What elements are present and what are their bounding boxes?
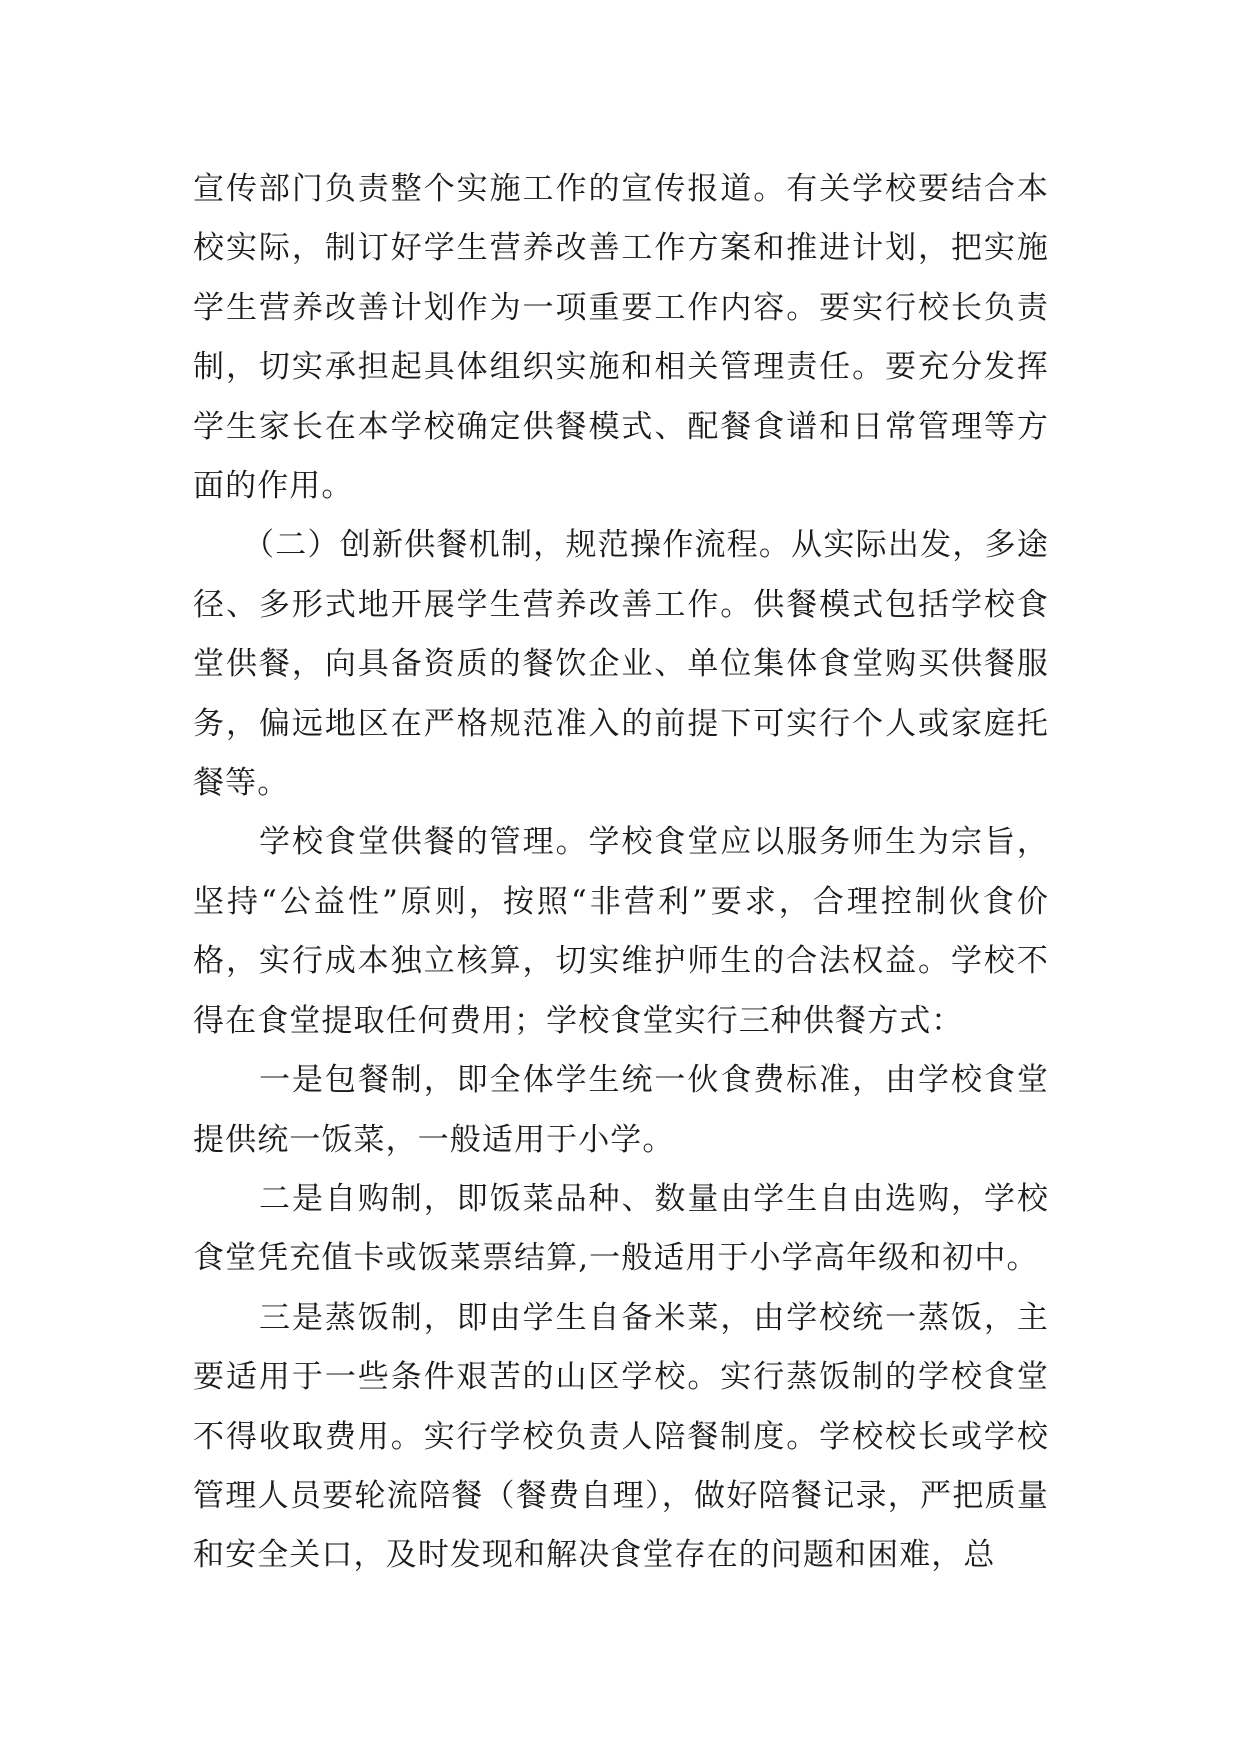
paragraph-package-meal: 一是包餐制，即全体学生统一伙食费标准，由学校食堂提供统一饭菜，一般适用于小学。 — [193, 1062, 1049, 1158]
paragraph-steamed-rice: 三是蒸饭制，即由学生自备米菜，由学校统一蒸饭，主要适用于一些条件艰苦的山区学校。实行蒸饭制的学校食堂不得收取费用。实行学校负责人陪餐制度。学校校长或学校管理人员要轮流陪餐（餐费自理），做好陪餐记录，严把质量和安全关口，及时发现和解决食堂存在的问题和困难，总 — [193, 1299, 1049, 1574]
paragraph-publicity: 宣传部门负责整个实施工作的宣传报道。有关学校要结合本校实际，制订好学生营养改善工作方案和推进计划，把实施学生营养改善计划作为一项重要工作内容。要实行校长负责制，切实承担起具体组织实施和相关管理责任。要充分发挥学生家长在本学校确定供餐模式、配餐食谱和日常管理等方面的作用。 — [193, 171, 1049, 505]
paragraph-canteen-management: 学校食堂供餐的管理。学校食堂应以服务师生为宗旨，坚持“公益性”原则，按照“非营利”要求，合理控制伙食价格，实行成本独立核算，切实维护师生的合法权益。学校不得在食堂提取任何费用；学校食堂实行三种供餐方式： — [193, 824, 1049, 1039]
paragraph-section-two: （二）创新供餐机制，规范操作流程。从实际出发，多途径、多形式地开展学生营养改善工作。供餐模式包括学校食堂供餐，向具备资质的餐饮企业、单位集体食堂购买供餐服务，偏远地区在严格规范准入的前提下可实行个人或家庭托餐等。 — [193, 527, 1049, 802]
paragraph-self-purchase: 二是自购制，即饭菜品种、数量由学生自由选购，学校食堂凭充值卡或饭菜票结算,一般适用于小学高年级和初中。 — [193, 1180, 1049, 1277]
document-body — [193, 160, 1049, 1586]
